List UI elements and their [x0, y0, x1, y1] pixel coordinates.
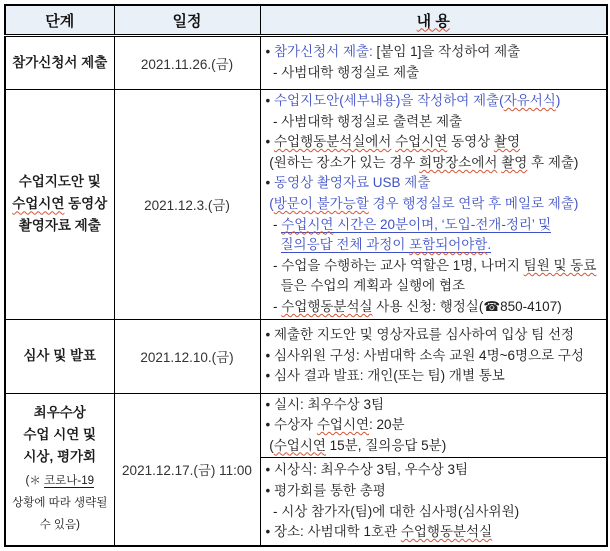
- text-segment: 촬영: [501, 154, 528, 170]
- text-segment: 동영상: [64, 196, 108, 212]
- text-line: [266, 481, 604, 502]
- content-cell-judging: [260, 319, 607, 393]
- text-segment: • 장소: 사범대학 1호관: [265, 524, 401, 540]
- text-segment: 동영상 촬영자료 USB 제출: [273, 175, 431, 191]
- header-schedule-label: 일정: [172, 12, 202, 30]
- text-line: [266, 63, 604, 84]
- schedule-table: [4, 4, 608, 547]
- text-segment: 코로나-19: [44, 475, 94, 488]
- content-cell-award-bottom: [260, 458, 607, 546]
- header-cell-stage: [5, 5, 114, 36]
- text-line: [6, 402, 114, 424]
- text-segment: 수 있음): [39, 519, 80, 532]
- text-segment: •: [265, 134, 274, 150]
- content-cell-award-top: [260, 393, 607, 458]
- text-segment: 수업행동분석실: [281, 298, 373, 314]
- text-segment: (원하는 장소가 있는 경우: [265, 154, 420, 170]
- text-segment: 들은 수업의 계획과 실행에 협조: [265, 278, 466, 294]
- text-segment: - 시상 참가자(팀)에 대한 심사평(심사위원): [265, 503, 520, 519]
- text-segment: .: [487, 237, 492, 253]
- text-line: [266, 395, 604, 416]
- text-segment: 수업지도안 및: [18, 174, 101, 190]
- text-line: [266, 346, 604, 367]
- text-segment: - 사범대학 행정실로 제출: [265, 65, 420, 80]
- text-segment: 수업지도안(세부내용)을 작성하여 제출(: [273, 93, 504, 108]
- text-line: [266, 194, 604, 215]
- stage-award-note: [6, 470, 114, 536]
- table-row-lesson-plan: [5, 90, 607, 320]
- text-segment: 시간은 20분이며, ‘도입-전개-정리’ 및: [333, 216, 552, 232]
- content-cell-application: [260, 36, 607, 90]
- text-segment: ): [555, 93, 561, 108]
- text-segment: 수업시연: [395, 134, 448, 150]
- text-segment: - 사범대학 행정실로 출력본 제출: [265, 113, 463, 129]
- text-segment: -: [265, 216, 282, 232]
- text-line: [266, 91, 604, 112]
- text-segment: 수업행동분석실: [400, 524, 493, 540]
- text-line: [266, 276, 604, 297]
- header-cell-content: [260, 5, 607, 36]
- text-line: [6, 171, 114, 193]
- text-segment: 질의응답 전체 과정이: [280, 237, 410, 253]
- table-row-judging: [5, 319, 607, 393]
- text-segment: 상황에 따라 생략될: [12, 497, 108, 510]
- text-segment: •: [265, 175, 274, 191]
- text-segment: 참가신청서 제출: [12, 55, 108, 70]
- text-segment: (: [265, 437, 274, 453]
- text-segment: 15분, 질의응답 5분): [325, 437, 447, 453]
- table-row-application: [5, 36, 607, 90]
- text-line: [266, 522, 604, 543]
- stage-award-title: [6, 402, 114, 468]
- stage-cell-judging: [5, 319, 114, 393]
- text-segment: 참가신청서 제출:: [273, 44, 373, 60]
- text-line: [266, 297, 604, 318]
- text-line: [266, 460, 604, 481]
- text-segment: : 20분: [369, 417, 405, 433]
- text-segment: • 수상자: [265, 417, 317, 433]
- text-segment: 촬영자료 제출: [18, 218, 101, 234]
- text-line: [266, 132, 604, 153]
- text-segment: 수업 시연 및: [23, 427, 97, 443]
- text-line: [6, 492, 114, 514]
- text-segment: • 심사위원 구성: 사범대학 소속 교원 4명~6명으로 구성: [265, 347, 584, 363]
- text-segment: 수업시연: [12, 196, 65, 212]
- text-segment: •: [265, 44, 274, 60]
- date-cell-award: 2021.12.17.(금) 11:00: [114, 393, 260, 546]
- text-segment: • 심사 결과 발표: 개인(또는 팀) 개별 통보: [265, 368, 505, 384]
- text-line: [6, 424, 114, 446]
- text-segment: 수업행동분석실에서: [273, 134, 392, 150]
- text-segment: - 수업을 수행하는 교사 역할은 1명, 나머지: [265, 257, 524, 273]
- text-line: [266, 215, 604, 236]
- text-line: [266, 502, 604, 523]
- text-segment: 팀원 및 동료: [523, 257, 597, 273]
- text-line: [6, 514, 114, 536]
- text-segment: 방문이 불가능할: [273, 195, 369, 211]
- stage-cell-application: [5, 36, 114, 90]
- header-row: [5, 5, 607, 36]
- text-segment: [붙임 1]을 작성하여 제출: [372, 44, 521, 60]
- table-row-award-top: [5, 393, 607, 458]
- text-line: [6, 193, 114, 215]
- text-segment: 수업시연: [273, 437, 326, 453]
- text-line: [266, 325, 604, 346]
- text-line: [266, 173, 604, 194]
- stage-cell-lesson-plan: [5, 90, 114, 320]
- header-cell-schedule: [114, 5, 260, 36]
- text-line: [266, 235, 604, 256]
- text-segment: 촬영: [493, 134, 521, 150]
- text-segment: [266, 237, 281, 252]
- text-line: [266, 42, 604, 63]
- text-segment: 경우 행정실로 연락 후 메일로 제출): [368, 195, 579, 211]
- date-cell-application: 2021.11.26.(금): [114, 36, 260, 90]
- header-stage-label: 단계: [45, 12, 75, 30]
- text-line: [6, 52, 114, 74]
- text-segment: 후 제출): [527, 154, 579, 170]
- text-segment: (: [265, 195, 274, 211]
- date-cell-judging: 2021.12.10.(금): [114, 319, 260, 393]
- text-line: [266, 415, 604, 436]
- text-line: [6, 215, 114, 237]
- text-segment: 동영상: [447, 134, 494, 150]
- content-cell-lesson-plan: [260, 90, 607, 320]
- date-cell-lesson-plan: 2021.12.3.(금): [114, 90, 260, 320]
- text-line: [6, 470, 114, 492]
- text-segment: -: [265, 298, 282, 314]
- text-segment: 사용 신청: 행정실(☎850-4107): [372, 298, 562, 314]
- text-segment: 시상, 평가회: [23, 449, 97, 465]
- text-segment: • 시상식: 최우수상 3팀, 우수상 3팀: [265, 462, 468, 478]
- text-line: [6, 345, 114, 367]
- text-line: [266, 366, 604, 387]
- text-segment: (＊: [25, 475, 45, 488]
- text-segment: •: [265, 93, 274, 108]
- text-segment: 최우수상: [33, 405, 86, 421]
- text-segment: 희망장소에서: [419, 154, 498, 170]
- text-segment: 수업시연: [281, 216, 334, 232]
- text-line: [266, 153, 604, 174]
- text-segment: 포함되어야함: [409, 237, 488, 253]
- text-line: [6, 446, 114, 468]
- text-line: [266, 112, 604, 133]
- text-segment: • 실시: 최우수상 3팀: [265, 396, 385, 412]
- text-segment: 수업시연: [316, 417, 370, 433]
- header-content-label: 내 용: [416, 12, 450, 30]
- text-line: [266, 436, 604, 457]
- text-segment: 자유서식: [503, 93, 556, 108]
- text-line: [266, 256, 604, 277]
- text-segment: • 제출한 지도안 및 영상자료를 심사하여 입상 팀 선정: [265, 327, 575, 343]
- text-segment: 심사 및 발표: [23, 348, 97, 364]
- stage-cell-award: [5, 393, 114, 546]
- text-segment: • 평가회를 통한 총평: [265, 482, 386, 498]
